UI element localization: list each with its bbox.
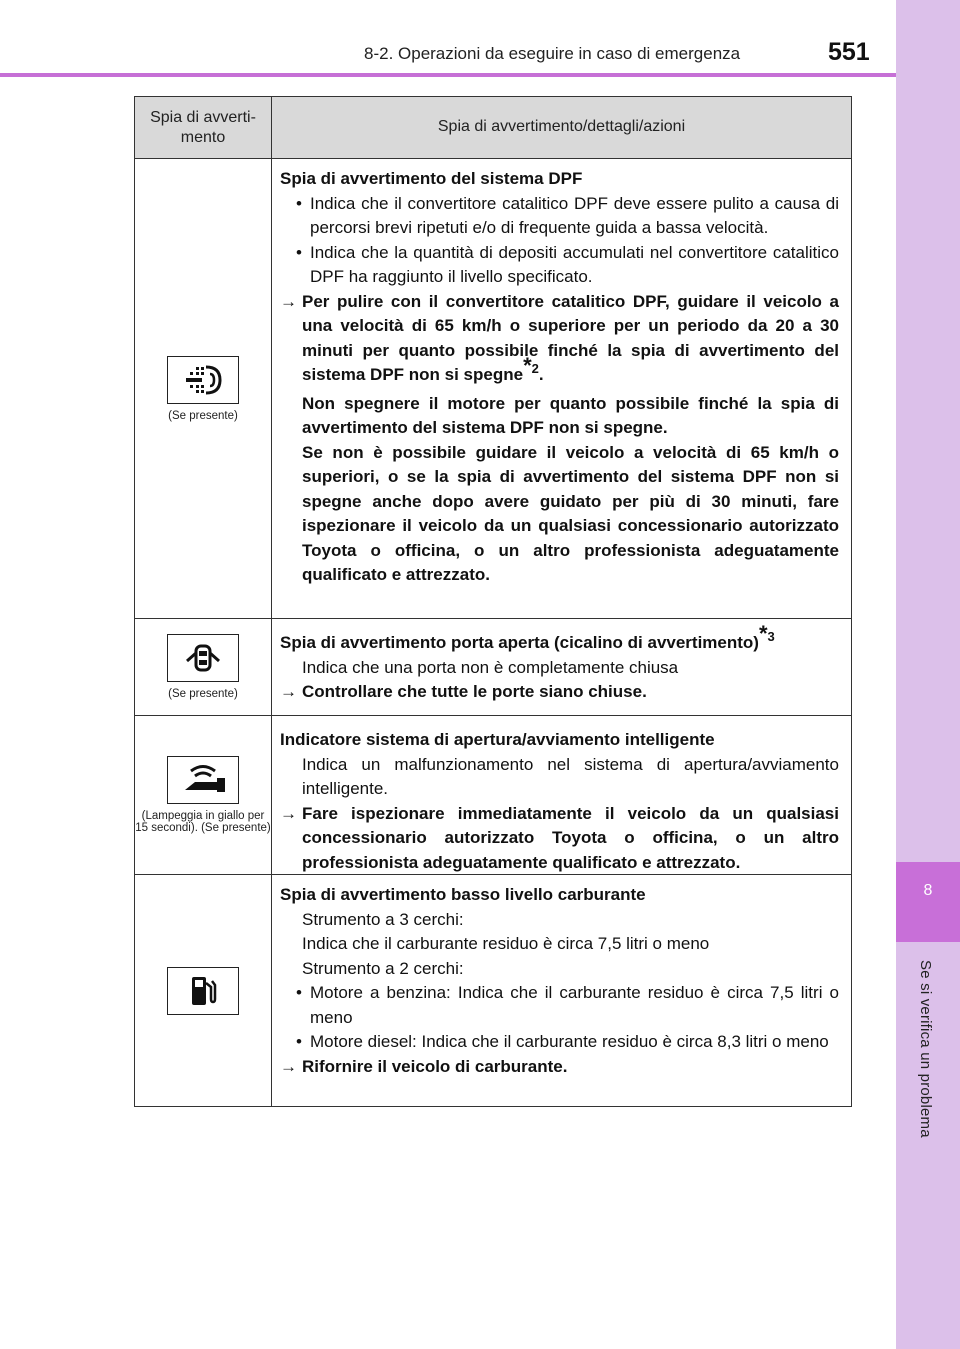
icon-note: (Lampeggia in giallo per 15 secondi). (Se presente) bbox=[135, 810, 271, 834]
table-header-row bbox=[135, 97, 851, 158]
footnote-ref: *3 bbox=[758, 621, 775, 647]
page-number: 551 bbox=[828, 38, 870, 66]
col1-header: Spia di avverti- mento bbox=[135, 97, 272, 158]
content-cell bbox=[272, 716, 851, 874]
arrow-icon: → bbox=[280, 291, 297, 311]
icon-cell bbox=[135, 619, 272, 715]
dpf-warning-icon bbox=[167, 356, 239, 404]
action: → Per pulire con il convertitore catalitico DPF, guidare il veicolo a una velocità di 65 km/h o superiore per un periodo da 20 a 30 minuti per quanto possibile finché la spia di avvertimento del sistema DPF non si spegne$^{*2}$. bbox=[280, 291, 839, 384]
table-row bbox=[135, 874, 851, 1106]
row-desc: Indica un malfunzionamento nel sistema di apertura/avviamento intelligente. bbox=[302, 754, 839, 798]
arrow-icon: → bbox=[280, 1056, 297, 1076]
icon-note: (Se presente) bbox=[168, 688, 238, 700]
action-text: Rifornire il veicolo di carburante. bbox=[302, 1056, 568, 1076]
content-cell bbox=[272, 619, 851, 715]
chapter-number: 8 bbox=[923, 882, 933, 899]
row-title: Spia di avvertimento porta aperta (cicalino di avvertimento)$^{*3}$ bbox=[280, 621, 775, 652]
chapter-title: Se si verifica un problema bbox=[917, 960, 934, 1138]
extra-note: Se non è possibile guidare il veicolo a velocità di 65 km/h o superiori, o se la spia di avvertimento del sistema DPF non si spegne anche dopo avere guidato per più di 30 minuti, fare ispezionare il veicolo da un qualsiasi concessionario autorizzato Toyota o officina, o un altro professionista adeguatamente qualificato e attrezzato. bbox=[302, 442, 839, 584]
chapter-tab[interactable] bbox=[896, 862, 960, 942]
arrow-icon: → bbox=[280, 803, 297, 823]
bullet: • Motore diesel: Indica che il carburante residuo è circa 8,3 litri o meno bbox=[280, 1030, 839, 1055]
row-line: Strumento a 2 cerchi: bbox=[302, 958, 464, 978]
row-title: Spia di avvertimento basso livello carburante bbox=[280, 885, 646, 904]
table-row bbox=[135, 715, 851, 874]
header-rule bbox=[0, 73, 896, 77]
warning-table bbox=[134, 96, 852, 1107]
icon-cell bbox=[135, 159, 272, 618]
extra-note: Non spegnere il motore per quanto possibile finché la spia di avvertimento del sistema DPF non si spegne. bbox=[302, 393, 839, 437]
arrow-icon: → bbox=[280, 682, 297, 701]
table-row bbox=[135, 618, 851, 715]
row-title: Spia di avvertimento del sistema DPF bbox=[280, 169, 583, 188]
action-text: Fare ispezionare immediatamente il veicolo da un qualsiasi concessionario autorizzato Toyota o officina, o un altro professionista adeguatamente qualificato e attrezzato. bbox=[302, 803, 839, 872]
content-cell bbox=[272, 159, 851, 618]
action bbox=[280, 680, 839, 705]
icon-cell bbox=[135, 875, 272, 1106]
section-title: 8-2. Operazioni da eseguire in caso di emergenza bbox=[364, 44, 741, 63]
icon-note: (Se presente) bbox=[168, 409, 238, 422]
action-text: Controllare che tutte le porte siano chiuse. bbox=[302, 682, 647, 701]
fuel-pump-icon bbox=[167, 967, 239, 1015]
smart-key-icon bbox=[167, 756, 239, 804]
star-icon: * bbox=[523, 353, 532, 379]
bullet: • Indica che la quantità di depositi accumulati nel convertitore catalitico DPF ha raggiunto il livello specificato. bbox=[280, 241, 839, 290]
footnote-ref: *2 bbox=[523, 353, 539, 379]
action-text: Per pulire con il convertitore catalitico DPF, guidare il veicolo a una velocità di 65 km/h o superiore per un periodo da 20 a 30 minuti per quanto possibile finché la spia di avvertimento del sistema DPF non si spegne bbox=[302, 291, 839, 384]
row-title: Indicatore sistema di apertura/avviamento intelligente bbox=[280, 730, 715, 749]
bullet: • Motore a benzina: Indica che il carburante residuo è circa 7,5 litri o meno bbox=[280, 981, 839, 1030]
bullet: • Indica che il convertitore catalitico DPF deve essere pulito a causa di percorsi brevi ripetuti e/o di frequente guida a bassa velocità. bbox=[280, 192, 839, 241]
row-line: Strumento a 3 cerchi: bbox=[302, 909, 464, 929]
door-open-icon bbox=[167, 634, 239, 682]
row-desc: Indica che una porta non è completamente chiusa bbox=[302, 657, 679, 677]
content-cell bbox=[272, 875, 851, 1106]
table-row bbox=[135, 158, 851, 618]
action bbox=[280, 1055, 839, 1080]
row-line: Indica che il carburante residuo è circa 7,5 litri o meno bbox=[302, 934, 710, 953]
icon-cell bbox=[135, 716, 272, 874]
col2-header: Spia di avvertimento/dettagli/azioni bbox=[272, 97, 851, 158]
action bbox=[280, 802, 839, 876]
star-icon: * bbox=[758, 621, 768, 647]
